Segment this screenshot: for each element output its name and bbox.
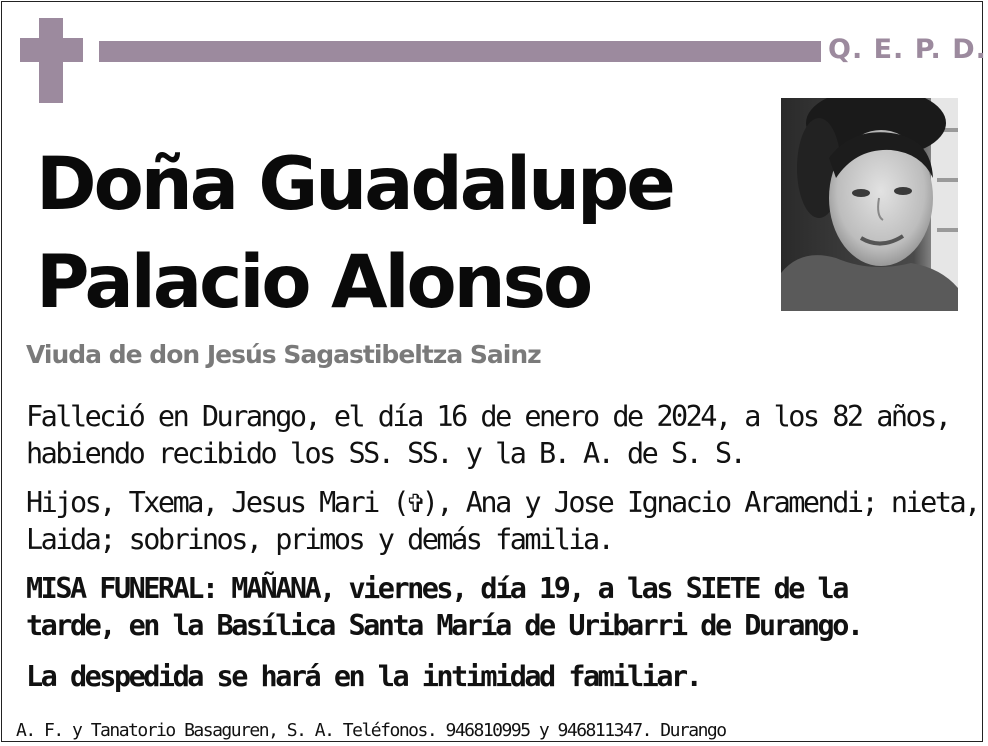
funeral-home-footer: A. F. y Tanatorio Basaguren, S. A. Teléfonos. 946810995 y 946811347. Durango [16, 720, 726, 741]
name-line-1: Doña Guadalupe [36, 142, 673, 227]
qepd-label: Q. E. P. D. [828, 34, 987, 65]
name-line-2: Palacio Alonso [36, 240, 591, 325]
death-line-2: habiendo recibido los SS. SS. y la B. A. de S. S. [26, 437, 745, 470]
family-line-2: Laida; sobrinos, primos y demás familia. [26, 523, 613, 556]
farewell-paragraph [26, 658, 966, 695]
family-line-1: Hijos, Txema, Jesus Mari (✞), Ana y Jose Ignacio Aramendi; nieta, [26, 486, 979, 519]
mass-line-1: MISA FUNERAL: MAÑANA, viernes, día 19, a las SIETE de la [26, 572, 847, 605]
widow-of-line: Viuda de don Jesús Sagastibeltza Sainz [26, 340, 541, 369]
death-paragraph [26, 398, 966, 472]
portrait-image [781, 98, 958, 311]
obituary-frame [1, 1, 987, 742]
cross-icon-arm [20, 38, 83, 62]
mass-paragraph [26, 570, 966, 644]
death-line-1: Falleció en Durango, el día 16 de enero de 2024, a los 82 años, [26, 400, 950, 433]
header-rule [99, 41, 821, 62]
mass-line-2: tarde, en la Basílica Santa María de Uribarri de Durango. [26, 609, 862, 642]
portrait-photo [781, 98, 958, 311]
farewell-line: La despedida se hará en la intimidad familiar. [26, 660, 701, 693]
family-paragraph [26, 484, 979, 558]
deceased-name [36, 136, 756, 332]
